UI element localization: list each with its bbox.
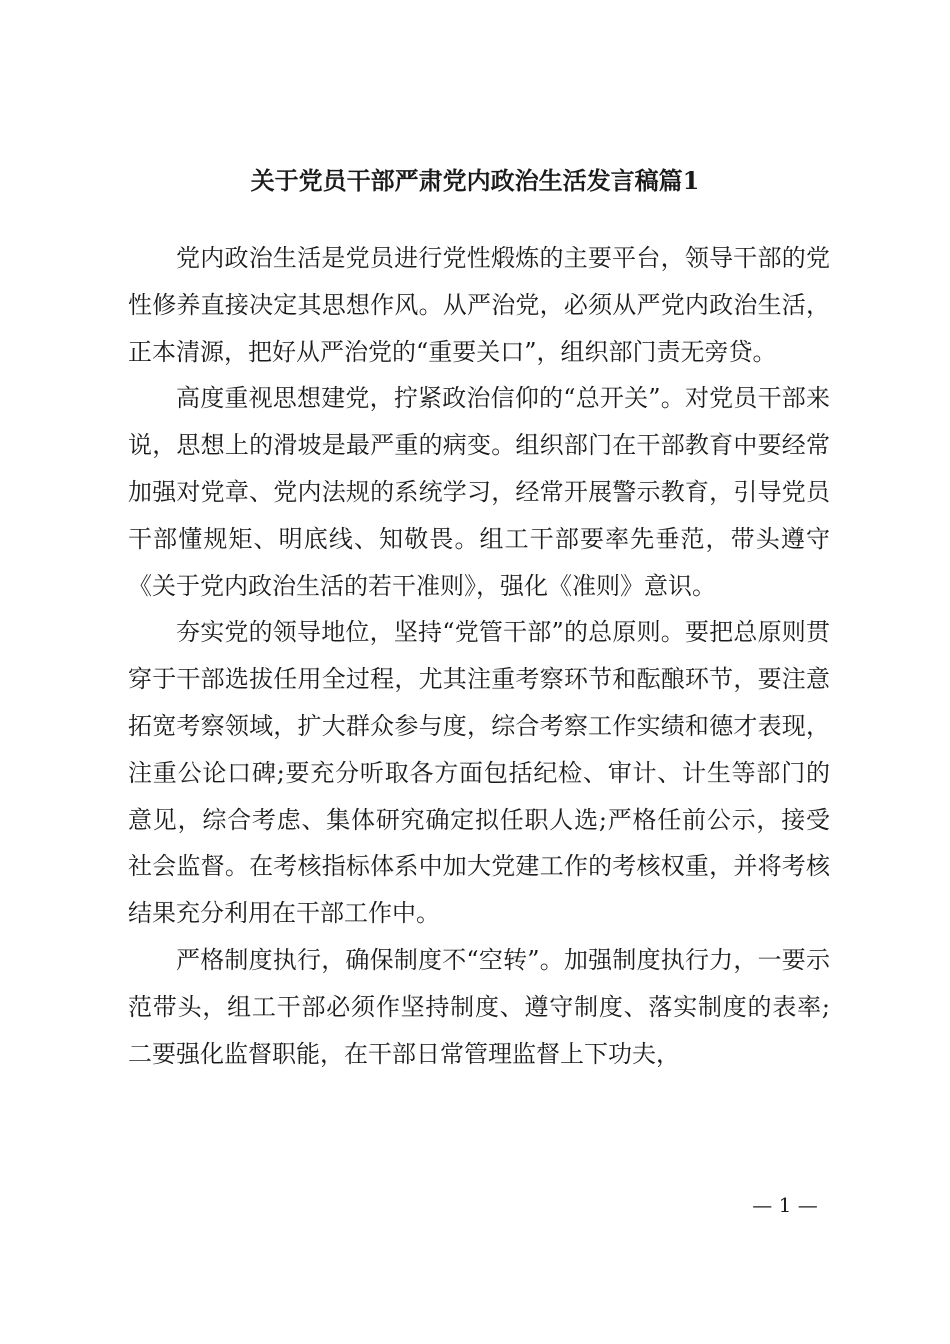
paragraph-4: 严格制度执行，确保制度不“空转”。加强制度执行力，一要示范带头，组工干部必须作坚持制度、遵守制度、落实制度的表率;二要强化监督职能，在干部日常管理监督上下功夫， bbox=[128, 945, 830, 1068]
paragraph-1: 党内政治生活是党员进行党性煅炼的主要平台，领导干部的党性修养直接决定其思想作风。从严治党，必须从严党内政治生活，正本清源，把好从严治党的“重要关口”，组织部门责无旁贷。 bbox=[128, 244, 830, 366]
page-number: — 1 — bbox=[752, 1193, 818, 1217]
paragraph-3: 夯实党的领导地位，坚持“党管干部”的总原则。要把总原则贯穿于干部选拔任用全过程，尤其注重考察环节和酝酿环节，要注意拓宽考察领域，扩大群众参与度，综合考察工作实绩和德才表现，注重公论口碑;要充分听取各方面包括纪检、审计、计生等部门的意见，综合考虑、集体研究确定拟任职人选;严格任前公示，接受社会监督。在考核指标体系中加大党建工作的考核权重，并将考核结果充分利用在干部工作中。 bbox=[128, 618, 830, 928]
paragraph-2: 高度重视思想建党，拧紧政治信仰的“总开关”。对党员干部来说，思想上的滑坡是最严重的病变。组织部门在干部教育中要经常加强对党章、党内法规的系统学习，经常开展警示教育，引导党员干部懂规矩、明底线、知敬畏。组工干部要率先垂范，带头遵守《关于党内政治生活的若干准则》，强化《准则》意识。 bbox=[128, 384, 830, 600]
document-title: 关于党员干部严肃党内政治生活发言稿篇1 bbox=[250, 166, 700, 195]
document-body bbox=[128, 235, 830, 1077]
